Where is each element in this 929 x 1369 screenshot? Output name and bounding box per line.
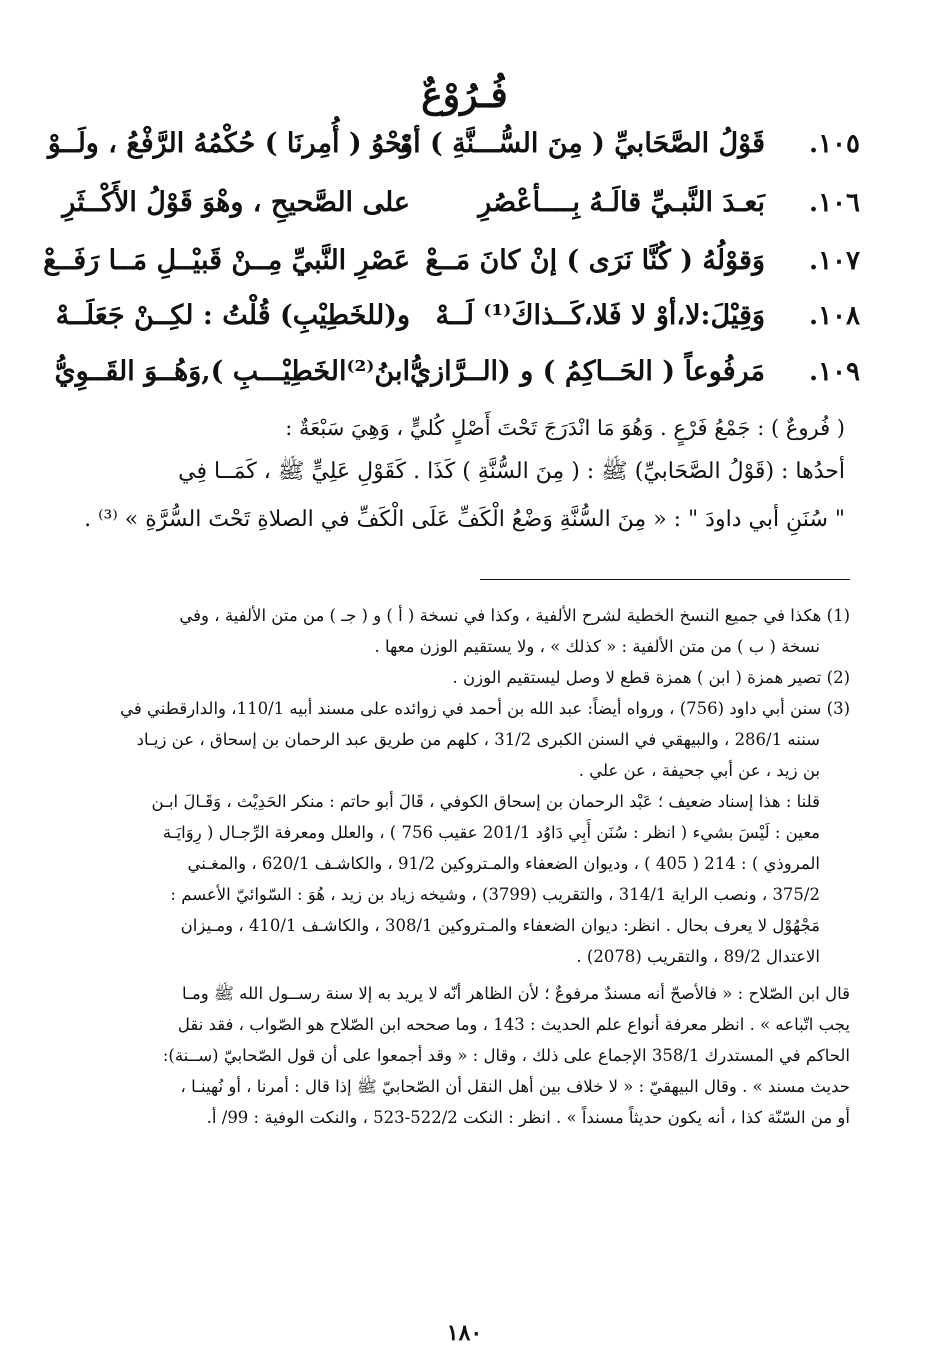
verse-second-hemistich: عَصْرِ النَّبيِّ مِــنْ قَبيْــلِ مَــا رَفَــعْ xyxy=(43,245,410,276)
verse-second-hemistich: ابنُ⁽²⁾الخَطِيْـــبِ ),وَهُــوَ القَــوِيُّ xyxy=(54,356,410,387)
footnote-line: أو من السّنّة كذا ، أنه يكون حديثاً مسنداً » . انظر : النكت 522/2-523 ، والنكت الوفية : 99/ أ. xyxy=(206,1108,850,1127)
footnote-line: مَجْهُوْل لا يعرف بحال . انظر: ديوان الضعفاء والمـتروكين 308/1 ، والكاشـف 410/1 ، ومـيزان xyxy=(180,916,820,935)
commentary-line: ( فُروعٌ ) : جَمْعُ فَرْعٍ . وَهُوَ مَا انْدَرَجَ تَحْتَ أَصْلٍ كُليٍّ ، وَهِيَ سَبْعَةٌ : xyxy=(285,416,845,440)
verse-second-hemistich: على الصَّحيحِ ، وهْوَ قَوْلُ الأَكْــثَرِ xyxy=(62,187,410,218)
footnote-line: معين : لَيْسَ بشيء ( انظر : سُنَن أَبِي دَاوُد 201/1 عقيب 756 ) ، والعلل ومعرفة الرِّجـال ( رِوَايَـة xyxy=(162,823,820,842)
verse-number: ١٠٥. xyxy=(809,129,860,159)
footnote-separator xyxy=(480,579,850,580)
commentary xyxy=(85,408,845,540)
verse-number: ١٠٦. xyxy=(809,188,860,218)
verse-number: ١٠٨. xyxy=(809,301,860,331)
footnote-line: (3) سنن أبي داود (756) ، ورواه أيضاً: عبد الله بن أحمد في زوائده على مسند أبيه 110/1، والدارقطني في xyxy=(120,699,850,718)
footnote-line: بن زيد ، عن أبي جحيفة ، عن علي . xyxy=(578,761,820,780)
verse-first-hemistich: مَرفُوعاً ( الحَــاكِمُ ) و (الــرَّازيُّ xyxy=(409,356,765,387)
page-number: ١٨٠ xyxy=(446,1320,483,1346)
verse-line xyxy=(43,235,860,287)
footnote-line: نسخة ( ب ) من متن الألفية : « كذلك » ، ولا يستقيم الوزن معها . xyxy=(374,637,820,656)
verse-first-hemistich: وَقوْلُهُ ( كُنَّا نَرَى ) إنْ كانَ مَــعْ xyxy=(425,245,765,276)
commentary-line: " سُنَنِ أبي داودَ " : « مِنَ السُّنَّةِ وَضْعُ الْكَفِّ عَلَى الْكَفِّ في الصلاةِ تَحْتَ السُّرَّةِ » ⁽³⁾ . xyxy=(84,507,845,532)
verse-first-hemistich: وَقِيْلَ:لا،أوْ لا فَلا،كَــذاكَ⁽¹⁾ لَــهْ xyxy=(435,300,765,331)
footnotes xyxy=(75,600,850,1133)
verse-number: ١٠٧. xyxy=(809,246,860,276)
section-title: فُـرُوْعٌ xyxy=(421,74,508,116)
footnote-line: (2) تصير همزة ( ابن ) همزة قطع لا وصل ليستقيم الوزن . xyxy=(452,668,850,687)
verse-first-hemistich: بَعـدَ النَّبـيِّ قالَـهُ بِــــأعْصُرِ xyxy=(478,187,765,218)
verse-second-hemistich: نَحْوُ ( أُمِرنَا ) حُكْمُهُ الرَّفْعُ ، ولَــوْ xyxy=(47,128,410,159)
footnote-line: (1) هكذا في جميع النسخ الخطية لشرح الألفية ، وكذا في نسخة ( أ ) و ( جـ ) من متن الألفية ، وفي xyxy=(179,606,850,625)
footnote-line: الاعتدال 89/2 ، والتقريب (2078) . xyxy=(576,947,820,966)
footnote-line: المروذي ) : 214 ( 405 ) ، وديوان الضعفاء والمـتروكين 91/2 ، والكاشـف 620/1 ، والمغـني xyxy=(187,854,820,873)
verse-number: ١٠٩. xyxy=(809,357,860,387)
verse-line xyxy=(47,118,860,170)
footnote-line: الحاكم في المستدرك 358/1 الإجماع على ذلك ، وقال : « وقد أجمعوا على أن قول الصّحابيّ (ســنة): xyxy=(162,1046,850,1065)
footnote-line: قال ابن الصّلاح : « فالأصحّ أنه مسندٌ مرفوعٌ ؛ لأن الظاهر أنّه لا يريد به إلا سنة رســول الله ﷺ ومـا xyxy=(182,984,850,1003)
verse-line xyxy=(55,290,860,342)
verse-second-hemistich: و(للخَطِيْبِ) قُلْتُ : لكِــنْ جَعَلَــهْ xyxy=(55,300,410,331)
footnote-line: حديث مسند » . وقال البيهقيّ : « لا خلاف بين أهل النقل أن الصّحابيّ ﷺ إذا قال : أمرنا ، أو نُهينـا ، xyxy=(180,1077,850,1096)
footnote-line: سننه 286/1 ، والبيهقي في السنن الكبرى 31/2 ، كلهم من طريق عبد الرحمان بن إسحاق ، عن زيـاد xyxy=(136,730,820,749)
footnote-line: 375/2 ، ونصب الراية 314/1 ، والتقريب (3799) ، وشيخه زياد بن زيد ، هُوَ : السّوائيّ الأعسم : xyxy=(170,885,820,904)
commentary-line: أحدُها : (قَوْلُ الصَّحَابيِّ) ﷺ : ( مِنَ السُّنَّةِ ) كَذَا . كَقَوْلِ عَلِيٍّ ﷺ ، كَمَــا فِي xyxy=(178,459,845,484)
verse-line xyxy=(54,346,860,398)
verse-first-hemistich: قَوْلُ الصَّحَابيِّ ( مِنَ السُّـــنَّةِ ) أوْ xyxy=(400,128,765,159)
footnote-line: يجب اتّباعه » . انظر معرفة أنواع علم الحديث : 143 ، وما صححه ابن الصّلاح هو الصّواب ، فقد نقل xyxy=(177,1015,850,1034)
verse-line xyxy=(62,177,860,229)
footnote-line: قلنا : هذا إسناد ضعيف ؛ عَبْد الرحمان بن إسحاق الكوفي ، قَالَ أبو حاتم : منكر الحَدِيْث ، وَقَـالَ ابـن xyxy=(151,792,820,811)
